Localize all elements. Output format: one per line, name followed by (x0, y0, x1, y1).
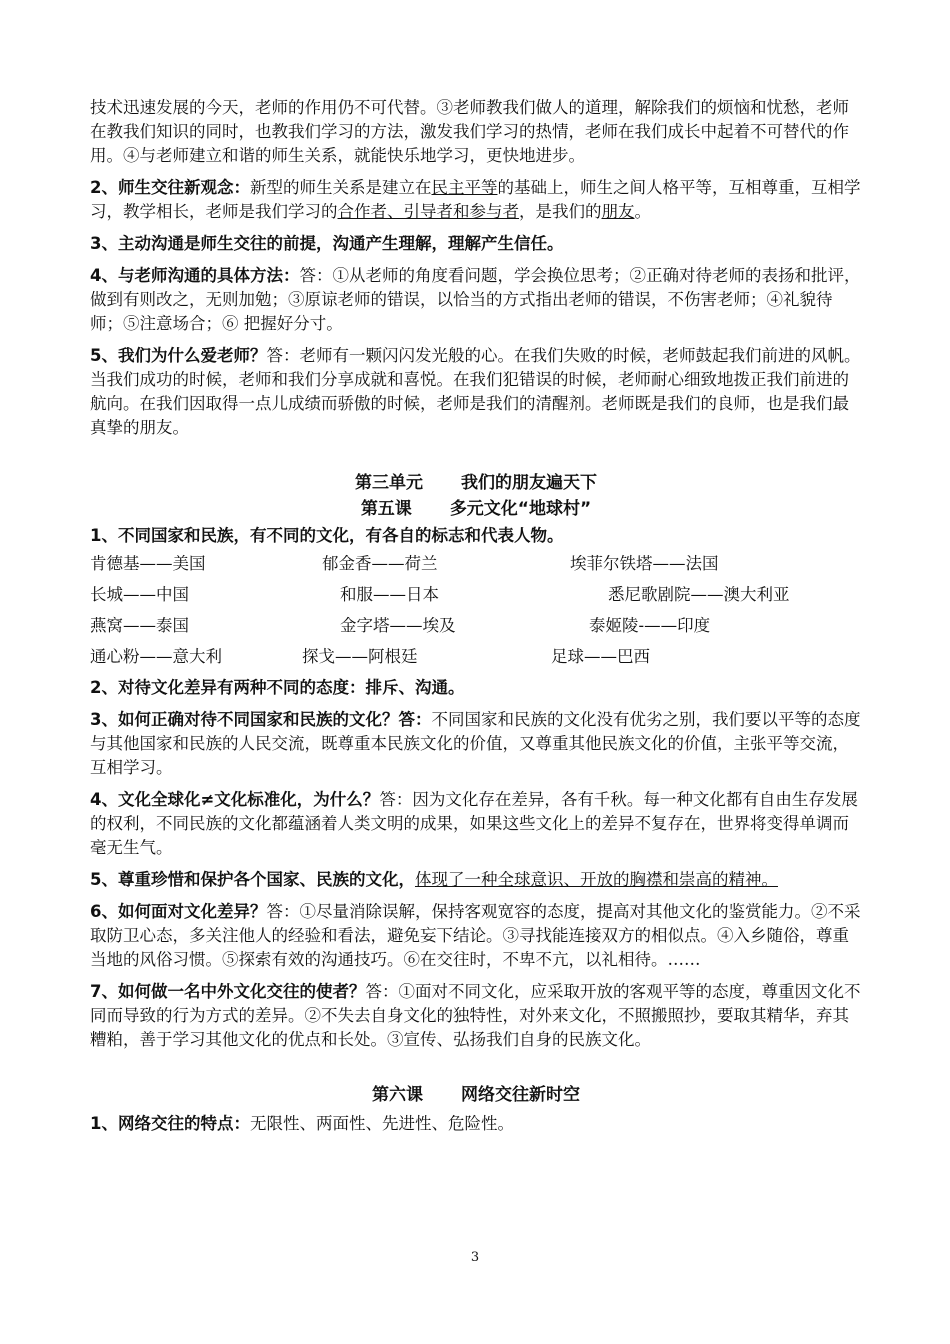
item-title: 4、文化全球化≠文化标准化，为什么？ (90, 790, 380, 809)
network-features-item: 1、网络交往的特点：无限性、两面性、先进性、危险性。 (90, 1114, 514, 1133)
culture-symbols-item (90, 524, 862, 548)
culture-pair: 悉尼歌剧院——澳大利亚 (608, 585, 790, 604)
cultural-envoy-item: 7、如何做一名中外文化交往的使者？答：①面对不同文化，应采取开放的客观平等的态度，尊重因文化不同而导致的行为方式的差异。②不失去自身文化的独特性，对外来文化，不照搬照抄，要取其精华，弃其糟粕，善于学习其他文化的优点和长处。③宣传、弘扬我们自身的民族文化。 (90, 982, 861, 1049)
culture-pairs-row (90, 641, 862, 672)
culture-pair: 埃菲尔铁塔——法国 (570, 554, 719, 573)
item-title: 3、主动沟通是师生交往的前提，沟通产生理解，理解产生信任。 (90, 234, 564, 253)
item-title: 5、我们为什么爱老师？ (90, 346, 267, 365)
culture-pair: 燕窝——泰国 (90, 616, 189, 635)
culture-pairs-row (90, 579, 862, 610)
culture-pair: 长城——中国 (90, 585, 189, 604)
page-number: 3 (470, 1250, 480, 1265)
love-teacher-item: 5、我们为什么爱老师？答：老师有一颗闪闪发光般的心。在我们失败的时候，老师鼓起我们前进的风帆。当我们成功的时候，老师和我们分享成就和喜悦。在我们犯错误的时候，老师耐心细致地拨正我们前进的航向。在我们因取得一点儿成绩而骄傲的时候，老师是我们的清醒剂。老师既是我们的良师，也是我们最真挚的朋友。 (90, 346, 861, 437)
underlined-term: 体现了一种全球意识、开放的胸襟和崇高的精神。 (414, 870, 778, 889)
item-title: 2、师生交往新观念： (90, 178, 250, 197)
item-title: 1、不同国家和民族，有不同的文化，有各自的标志和代表人物。 (90, 526, 564, 545)
item-title: 3、如何正确对待不同国家和民族的文化？答： (90, 710, 432, 729)
cultural-attitudes-item (90, 676, 862, 700)
culture-pair: 通心粉——意大利 (90, 647, 222, 666)
culture-pair: 肯德基——美国 (90, 554, 206, 573)
teacher-student-concept-item: 2、师生交往新观念：新型的师生关系是建立在民主平等的基础上，师生之间人格平等，互相尊重，互相学习，教学相长，老师是我们学习的合作者、引导者和参与者，是我们的朋友。 (90, 178, 861, 221)
lesson-6-heading: 第六课 网络交往新时空 (372, 1085, 580, 1105)
item-title: 5、尊重珍惜和保护各个国家、民族的文化， (90, 870, 415, 889)
culture-pair: 金字塔——埃及 (340, 616, 456, 635)
item-title: 4、与老师沟通的具体方法： (90, 266, 300, 285)
item-title: 1、网络交往的特点： (90, 1114, 250, 1133)
culture-pair: 泰姬陵-——印度 (589, 616, 711, 635)
underlined-term: 朋友 (601, 202, 635, 221)
respect-cultures-item (90, 868, 862, 892)
globalization-item: 4、文化全球化≠文化标准化，为什么？答：因为文化存在差异，各有千秋。每一种文化都有自由生存发展的权利，不同民族的文化都蕴涵着人类文明的成果，如果这些文化上的差异不复存在，世界将变得单调而毫无生气。 (90, 790, 858, 857)
culture-pairs-row (90, 610, 862, 641)
lesson-5-heading: 第五课 多元文化“地球村” (360, 499, 592, 519)
underlined-term: 民主平等 (431, 178, 498, 197)
communication-item (90, 232, 862, 256)
culture-pair: 探戈——阿根廷 (302, 647, 418, 666)
culture-pair: 和服——日本 (340, 585, 439, 604)
cultural-difference-item: 6、如何面对文化差异？答：①尽量消除误解，保持客观宽容的态度，提高对其他文化的鉴赏能力。②不采取防卫心态，多关注他人的经验和看法，避免妄下结论。③寻找能连接双方的相似点。④入乡随俗，尊重当地的风俗习惯。⑤探索有效的沟通技巧。⑥在交往时，不卑不亢，以礼相待。…… (90, 902, 861, 969)
culture-pair: 郁金香——荷兰 (322, 554, 438, 573)
intro-paragraph: 技术迅速发展的今天，老师的作用仍不可代替。③老师教我们做人的道理，解除我们的烦恼和忧愁，老师在教我们知识的同时，也教我们学习的方法，激发我们学习的热情，老师在我们成长中起着不可替代的作用。④与老师建立和谐的师生关系，就能快乐地学习，更快地进步。 (90, 98, 849, 165)
communication-methods-item: 4、与老师沟通的具体方法：答：①从老师的角度看问题，学会换位思考；②正确对待老师的表扬和批评，做到有则改之，无则加勉；③原谅老师的错误，以恰当的方式指出老师的错误，不伤害老师；④礼貌待师；⑤注意场合；⑥ 把握好分寸。 (90, 266, 861, 333)
document-body (90, 96, 862, 1136)
item-title: 2、对待文化差异有两种不同的态度：排斥、沟通。 (90, 678, 465, 697)
culture-pairs-row (90, 548, 862, 579)
underlined-term: 合作者、引导者和参与者 (337, 202, 519, 221)
unit-heading: 第三单元 我们的朋友遍天下 (355, 473, 597, 493)
item-title: 6、如何面对文化差异？ (90, 902, 267, 921)
treat-cultures-item: 3、如何正确对待不同国家和民族的文化？答：不同国家和民族的文化没有优劣之别，我们要以平等的态度与其他国家和民族的人民交流，既尊重本民族文化的价值，又尊重其他民族文化的价值，主张平等交流，互相学习。 (90, 710, 861, 777)
item-title: 7、如何做一名中外文化交往的使者？ (90, 982, 366, 1001)
culture-pair: 足球——巴西 (551, 647, 650, 666)
